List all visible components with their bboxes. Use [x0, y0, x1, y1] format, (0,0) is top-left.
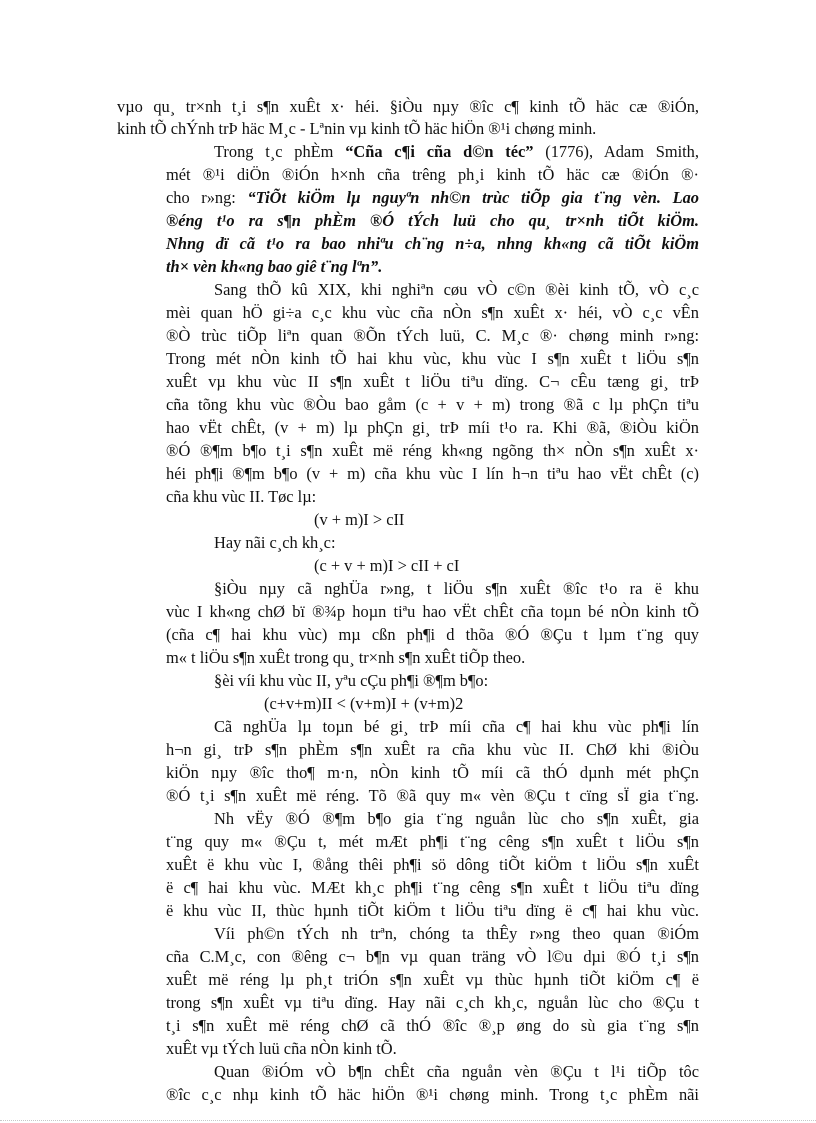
text-line: §iÒu nµy cã nghÜa r»ng, t liÖu s¶n xuÊt ®îc t¹o ra ë khu — [214, 579, 699, 598]
text-line: ®îc c¸c nhµ kinh tÕ häc hiÖn ®¹i chøng minh. Trong t¸c phÈm nãi — [166, 1085, 699, 1104]
text-line: Sang thÕ kû XIX, khi nghiªn cøu vÒ c©n ®èi kinh tÕ, vÒ c¸c — [214, 280, 699, 299]
text-line — [214, 141, 699, 163]
equation: (c+v+m)II < (v+m)I + (v+m)2 — [264, 694, 464, 713]
text-line: kiÖn nµy ®îc tho¶ m·n, nÒn kinh tÕ míi cã thÓ dµnh mét phÇn — [166, 763, 699, 782]
text-line: cña khu vùc II. Tøc lµ: — [166, 487, 317, 506]
text-line: trong s¶n xuÊt vµ tiªu dïng. Hay nãi c¸ch kh¸c, nguån lùc cho ®Çu t — [166, 993, 699, 1012]
text-line: xuÊt vµ tÝch luü cña nÒn kinh tÕ. — [166, 1039, 397, 1058]
equation: (c + v + m)I > cII + cI — [314, 556, 460, 575]
text-run: (1776), Adam Smith, — [533, 142, 699, 161]
text-line: ®Ó t¸i s¶n xuÊt më réng. Tõ ®ã quy m« vèn ®Çu t cïng sÏ gia t¨ng. — [166, 786, 699, 805]
text-line: kinh tÕ chÝnh trÞ häc M¸c - Lªnin vµ kinh tÕ häc hiÖn ®¹i chøng minh. — [117, 119, 597, 138]
text-line: mèi quan hÖ gi÷a c¸c khu vùc cña nÒn s¶n xuÊt x· héi, vÒ c¸c vÊn — [166, 303, 699, 322]
text-line: (cña c¶ hai khu vùc) mµ cßn ph¶i d thõa ®Ó ®Çu t lµm t¨ng quy — [166, 625, 699, 644]
text-line: cña C.M¸c, con ®êng c¬ b¶n vµ quan träng vÒ l©u dµi ®Ó t¸i s¶n — [166, 947, 699, 966]
text-line: mét ®¹i diÖn ®iÓn h×nh cña trêng ph¸i kinh tÕ häc cæ ®iÓn ®· — [166, 165, 699, 184]
text-line: t¨ng quy m« ®Çu t, mét mÆt ph¶i t¨ng cêng s¶n xuÊt t liÖu s¶n — [166, 832, 699, 851]
text-line: ë khu vùc II, thùc hµnh tiÕt kiÖm t liÖu tiªu dïng ë c¶ hai khu vùc. — [166, 901, 699, 920]
quote-text: “TiÕt kiÖm lµ nguyªn nh©n trùc tiÕp gia t¨ng vèn. Lao — [247, 188, 699, 207]
text-line: héi ph¶i ®¶m b¶o (v + m) cña khu vùc I lín h¬n tiªu hao vËt chÊt (c) — [166, 464, 699, 483]
book-title: “Cña c¶i cña d©n téc” — [345, 142, 534, 161]
text-run: Trong t¸c phÈm — [214, 142, 346, 161]
text-line: ®Ó ®¶m b¶o t¸i s¶n xuÊt më réng kh«ng ngõng th× nÒn s¶n xuÊt x· — [166, 441, 699, 460]
text-line: ë c¶ hai khu vùc. MÆt kh¸c ph¶i t¨ng cêng s¶n xuÊt t liÖu tiªu dïng — [166, 878, 699, 897]
quote-line: Nhng dï cã t¹o ra bao nhiªu ch¨ng n÷a, nhng kh«ng cã tiÕt kiÖm — [166, 234, 699, 253]
text-run: cho r»ng: — [166, 188, 248, 207]
text-line: Nh vËy ®Ó ®¶m b¶o gia t¨ng nguån lùc cho s¶n xuÊt, gia — [214, 809, 699, 828]
quote-line: th× vèn kh«ng bao giê t¨ng lªn”. — [166, 257, 383, 276]
text-line: xuÊt ë khu vùc I, ®ång thêi ph¶i sö dông tiÕt kiÖm t liÖu s¶n xuÊt — [166, 855, 699, 874]
text-line: t¸i s¶n xuÊt më réng chØ cã thÓ ®îc ®¸p øng do sù gia t¨ng s¶n — [166, 1016, 699, 1035]
text-line: Quan ®iÓm vÒ b¶n chÊt cña nguån vèn ®Çu t l¹i tiÕp tôc — [214, 1062, 699, 1081]
text-line: Víi ph©n tÝch nh trªn, chóng ta thÊy r»ng theo quan ®iÓm — [214, 924, 699, 943]
text-line: h¬n gi¸ trÞ s¶n phÈm s¶n xuÊt ra cña khu vùc II. ChØ khi ®iÒu — [166, 740, 699, 759]
text-line — [166, 187, 699, 209]
text-line: ®Ò trùc tiÕp liªn quan ®Õn tÝch luü, C. M¸c ®· chøng minh r»ng: — [166, 326, 699, 345]
text-line: cña tõng khu vùc ®Òu bao gåm (c + v + m) trong ®ã c lµ phÇn tiªu — [166, 395, 699, 414]
page-bottom-rule — [0, 1120, 816, 1121]
text-line: Hay nãi c¸ch kh¸c: — [214, 533, 336, 552]
quote-line: ®éng t¹o ra s¶n phÈm ®Ó tÝch luü cho qu¸ tr×nh tiÕt kiÖm. — [166, 211, 699, 230]
equation: (v + m)I > cII — [314, 510, 405, 529]
text-line: xuÊt vµ khu vùc II s¶n xuÊt t liÖu tiªu dïng. C¬ cÊu tæng gi¸ trÞ — [166, 372, 699, 391]
text-line: Cã nghÜa lµ toµn bé gi¸ trÞ míi cña c¶ hai khu vùc ph¶i lín — [214, 717, 699, 736]
text-line: vùc I kh«ng chØ bï ®¾p hoµn tiªu hao vËt chÊt cña toµn bé nÒn kinh tÕ — [166, 602, 699, 621]
text-line: m« t liÖu s¶n xuÊt trong qu¸ tr×nh s¶n xuÊt tiÕp theo. — [166, 648, 526, 667]
text-line: §èi víi khu vùc II, yªu cÇu ph¶i ®¶m b¶o: — [214, 671, 489, 690]
text-line: hao vËt chÊt, (v + m) lµ phÇn gi¸ trÞ míi t¹o ra. Khi ®ã, ®iÒu kiÖn — [166, 418, 699, 437]
text-line: Trong mét nÒn kinh tÕ hai khu vùc, khu vùc I s¶n xuÊt t liÖu s¶n — [166, 349, 699, 368]
text-line: xuÊt më réng lµ ph¸t triÓn s¶n xuÊt vµ thùc hµnh tiÕt kiÖm c¶ ë — [166, 970, 699, 989]
text-line: vµo qu¸ tr×nh t¸i s¶n xuÊt x· héi. §iÒu nµy ®îc c¶ kinh tÕ häc cæ ®iÓn, — [117, 97, 699, 116]
